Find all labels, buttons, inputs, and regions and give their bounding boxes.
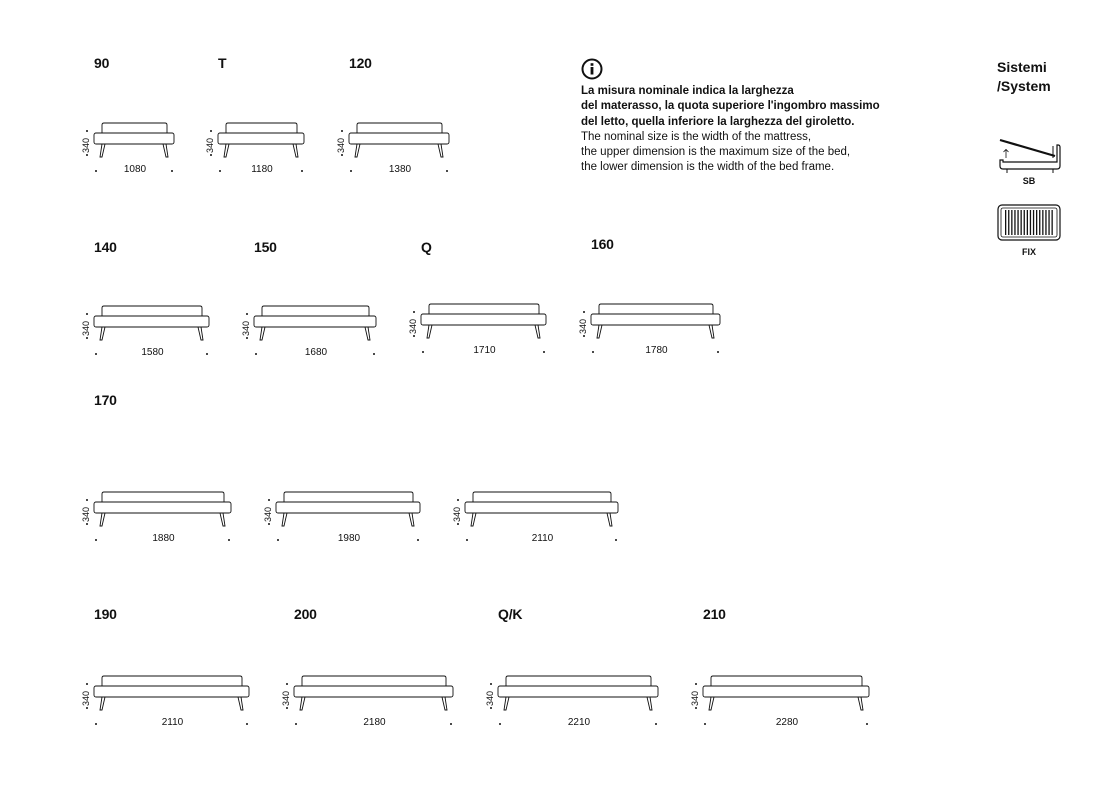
dimension-dot <box>413 311 415 313</box>
bed-size-title: 190 <box>94 606 117 622</box>
dimension-dot <box>86 499 88 501</box>
dimension-dot <box>717 351 719 353</box>
dimension-dot <box>655 723 657 725</box>
dimension-dot <box>86 313 88 315</box>
bed-size-title: 150 <box>254 239 277 255</box>
bed-height-label: 340 <box>205 137 215 153</box>
dimension-dot <box>295 723 297 725</box>
info-italian-line-2: del materasso, la quota superiore l'ingombro massimo <box>581 100 880 113</box>
bed-outline <box>589 302 724 342</box>
bed-height-label: 340 <box>263 506 273 522</box>
dimension-dot <box>543 351 545 353</box>
slat <box>1005 210 1006 235</box>
info-english-line-1: The nominal size is the width of the mattress, <box>581 130 812 143</box>
bed-width-label: 2180 <box>363 717 386 728</box>
bed-outline <box>92 304 213 344</box>
bed-height-label: 340 <box>408 318 418 334</box>
bed-width-label: 2210 <box>567 717 591 728</box>
slat <box>1033 210 1034 235</box>
slat <box>1021 210 1022 235</box>
slat <box>1011 210 1012 235</box>
dimension-dot <box>95 170 97 172</box>
bed-outline <box>216 121 308 161</box>
fixed-slats-icon <box>997 204 1061 242</box>
dimension-dot <box>210 154 212 156</box>
systems-title-line-1: Sistemi <box>997 59 1047 75</box>
dimension-dot <box>490 707 492 709</box>
dimension-dot <box>246 723 248 725</box>
info-icon <box>581 58 603 80</box>
dimension-dot <box>695 707 697 709</box>
bed-size-title: Q <box>421 239 432 255</box>
dimension-dot <box>86 707 88 709</box>
bed-width-label: 1780 <box>645 345 668 356</box>
dimension-dot <box>457 523 459 525</box>
bed-height-label: 340 <box>81 137 91 153</box>
bed-height-label: 340 <box>690 690 700 706</box>
dimension-dot <box>86 154 88 156</box>
dimension-dot <box>446 170 448 172</box>
bed-height-label: 340 <box>81 690 91 706</box>
dimension-dot <box>86 130 88 132</box>
dimension-dot <box>95 723 97 725</box>
info-english-line-3: the lower dimension is the width of the bed frame. <box>581 161 835 174</box>
dimension-dot <box>219 170 221 172</box>
dimension-dot <box>95 353 97 355</box>
bed-height-label: 340 <box>241 320 251 336</box>
dimension-dot <box>246 337 248 339</box>
system-fix-label: FIX <box>1021 247 1036 257</box>
dimension-dot <box>86 683 88 685</box>
slat <box>1024 210 1025 235</box>
bed-height-label: 340 <box>281 690 291 706</box>
bed-width-label: 1380 <box>388 164 412 175</box>
bed-size-title: 140 <box>94 239 117 255</box>
bed-width-label: 1710 <box>473 345 496 356</box>
dimension-dot <box>206 353 208 355</box>
dimension-dot <box>704 723 706 725</box>
bed-height-label: 340 <box>81 506 91 522</box>
slat <box>1045 210 1046 235</box>
dimension-dot <box>490 683 492 685</box>
bed-outline <box>92 674 253 714</box>
systems-title-line-2: /System <box>997 78 1051 94</box>
bed-size-title: 170 <box>94 392 117 408</box>
bed-size-title: 200 <box>294 606 317 622</box>
bed-outline <box>701 674 873 714</box>
systems-heading <box>997 58 1087 96</box>
bed-size-title: 210 <box>703 606 726 622</box>
dimension-dot <box>268 523 270 525</box>
dimension-dot <box>286 683 288 685</box>
bed-size-title: Q/K <box>498 606 523 622</box>
bed-width-label: 2110 <box>531 533 554 544</box>
slat <box>1048 210 1049 235</box>
slat <box>1052 210 1053 235</box>
slat <box>1030 210 1031 235</box>
bed-width-label: 2280 <box>775 717 799 728</box>
dimension-dot <box>277 539 279 541</box>
info-note <box>581 58 911 176</box>
bed-outline <box>292 674 457 714</box>
dimension-dot <box>95 539 97 541</box>
dimension-dot <box>466 539 468 541</box>
slat <box>1008 210 1009 235</box>
dimension-dot <box>255 353 257 355</box>
slat <box>1036 210 1037 235</box>
dimension-dot <box>450 723 452 725</box>
dimension-dot <box>171 170 173 172</box>
bed-height-label: 340 <box>336 137 346 153</box>
bed-outline <box>496 674 662 714</box>
bed-outline <box>463 490 622 530</box>
dimension-dot <box>499 723 501 725</box>
dimension-dot <box>210 130 212 132</box>
bed-outline <box>347 121 453 161</box>
info-italian-line-3: del letto, quella inferiore la larghezza del giroletto. <box>581 115 855 128</box>
dimension-dot <box>866 723 868 725</box>
dimension-dot <box>615 539 617 541</box>
slat <box>1014 210 1015 235</box>
bed-width-label: 1980 <box>337 533 361 544</box>
dimension-dot <box>417 539 419 541</box>
slat <box>1027 210 1028 235</box>
bed-size-title: 160 <box>591 236 614 252</box>
bed-height-label: 340 <box>81 320 91 336</box>
info-italian-line-1: La misura nominale indica la larghezza <box>581 85 794 97</box>
dimension-dot <box>583 335 585 337</box>
dimension-dot <box>246 313 248 315</box>
bed-height-label: 340 <box>452 506 462 522</box>
bed-outline <box>92 121 178 161</box>
bed-width-label: 1180 <box>251 164 273 175</box>
dimension-dot <box>86 337 88 339</box>
dimension-dot <box>86 523 88 525</box>
dimension-dot <box>457 499 459 501</box>
bed-width-label: 2110 <box>161 717 184 728</box>
info-english-line-2: the upper dimension is the maximum size of the bed, <box>581 146 851 159</box>
dimension-dot <box>583 311 585 313</box>
dimension-dot <box>592 351 594 353</box>
dimension-dot <box>422 351 424 353</box>
bed-height-label: 340 <box>578 318 588 334</box>
bed-size-title: 90 <box>94 55 110 71</box>
bed-height-label: 340 <box>485 690 495 706</box>
bed-width-label: 1580 <box>141 347 164 358</box>
dimension-dot <box>695 683 697 685</box>
dimension-dot <box>373 353 375 355</box>
slat <box>1039 210 1040 235</box>
dimension-dot <box>301 170 303 172</box>
bed-size-title: T <box>218 55 227 71</box>
bed-width-label: 1880 <box>152 533 175 544</box>
slat <box>1017 210 1018 235</box>
bed-size-title: 120 <box>349 55 372 71</box>
dimension-dot <box>413 335 415 337</box>
dimension-dot <box>350 170 352 172</box>
dimension-dot <box>341 154 343 156</box>
slat <box>1042 210 1043 235</box>
bed-outline <box>419 302 550 342</box>
bed-outline <box>274 490 424 530</box>
dimension-dot <box>341 130 343 132</box>
bed-outline <box>92 490 235 530</box>
dimension-dot <box>228 539 230 541</box>
dimension-dot <box>268 499 270 501</box>
bed-width-label: 1680 <box>304 347 328 358</box>
storage-bed-icon <box>997 138 1063 176</box>
dimension-dot <box>286 707 288 709</box>
system-sb-label: SB <box>1022 176 1036 186</box>
bed-outline <box>252 304 380 344</box>
bed-width-label: 1080 <box>123 164 147 175</box>
